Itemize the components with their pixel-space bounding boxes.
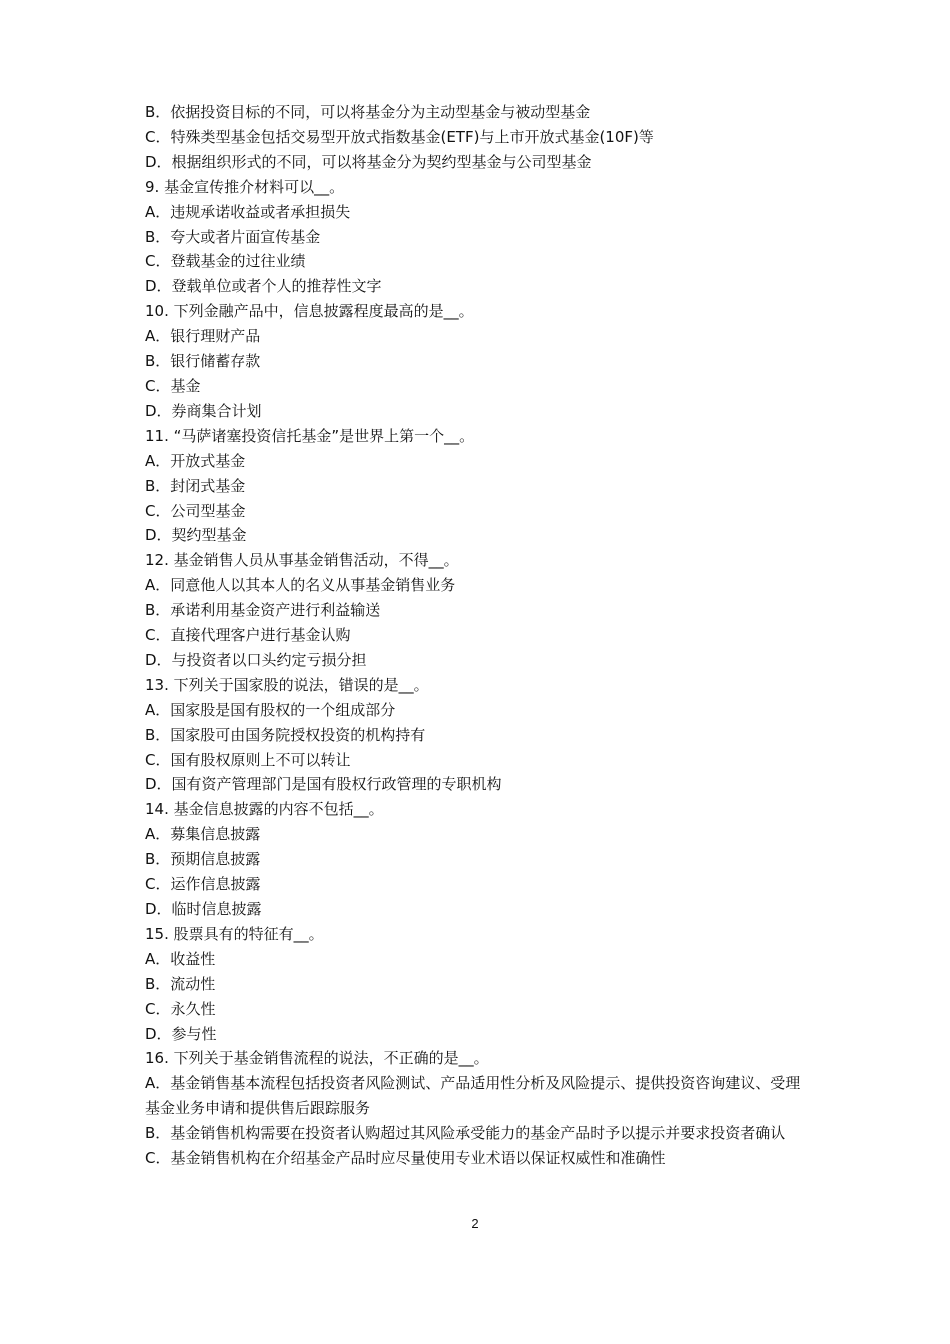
option-text: B．夸大或者片面宣传基金 bbox=[145, 227, 321, 246]
question-text: 16. 下列关于基金销售流程的说法，不正确的是__。 bbox=[145, 1049, 489, 1068]
option-text: B．国家股可由国务院授权投资的机构持有 bbox=[145, 725, 426, 744]
option-text: B．依据投资目标的不同，可以将基金分为主动型基金与被动型基金 bbox=[145, 103, 591, 121]
option-text: B．流动性 bbox=[145, 974, 216, 993]
option-text: C．登载基金的过往业绩 bbox=[145, 252, 306, 271]
option-text: A．基金销售基本流程包括投资者风险测试、产品适用性分析及风险提示、提供投资咨询建议、受理基金业务申请和提供售后跟踪服务 bbox=[145, 1074, 801, 1118]
option-text: C．特殊类型基金包括交易型开放式指数基金(ETF)与上市开放式基金(10F)等 bbox=[145, 127, 654, 146]
question-text: 11. “马萨诸塞投资信托基金”是世界上第一个__。 bbox=[145, 426, 475, 445]
option-text: C．运作信息披露 bbox=[145, 875, 261, 894]
document-body bbox=[145, 100, 815, 1171]
option-text: D．登载单位或者个人的推荐性文字 bbox=[145, 277, 382, 296]
question-text: 14. 基金信息披露的内容不包括__。 bbox=[145, 800, 384, 819]
option-text: C．永久性 bbox=[145, 999, 216, 1018]
question-text: 12. 基金销售人员从事基金销售活动，不得__。 bbox=[145, 551, 459, 570]
question-text: 10. 下列金融产品中，信息披露程度最高的是__。 bbox=[145, 302, 474, 321]
option-text: A．国家股是国有股权的一个组成部分 bbox=[145, 700, 396, 719]
option-text: D．与投资者以口头约定亏损分担 bbox=[145, 650, 367, 669]
option-text: D．参与性 bbox=[145, 1024, 217, 1043]
page-number: 2 bbox=[471, 1216, 479, 1231]
option-text: A．开放式基金 bbox=[145, 451, 246, 470]
option-text: A．募集信息披露 bbox=[145, 825, 261, 844]
question-text: 9. 基金宣传推介材料可以__。 bbox=[145, 177, 345, 196]
question-text: 13. 下列关于国家股的说法，错误的是__。 bbox=[145, 675, 429, 694]
option-text: B．预期信息披露 bbox=[145, 850, 261, 869]
option-text: D．临时信息披露 bbox=[145, 900, 262, 918]
option-text: A．同意他人以其本人的名义从事基金销售业务 bbox=[145, 576, 456, 595]
option-text: A．违规承诺收益或者承担损失 bbox=[145, 202, 351, 221]
option-text: A．收益性 bbox=[145, 949, 216, 968]
option-text: B．基金销售机构需要在投资者认购超过其风险承受能力的基金产品时予以提示并要求投资者确认 bbox=[145, 1124, 786, 1143]
option-text: C．国有股权原则上不可以转让 bbox=[145, 750, 351, 769]
option-text: D．根据组织形式的不同，可以将基金分为契约型基金与公司型基金 bbox=[145, 152, 592, 171]
option-text: D．券商集合计划 bbox=[145, 401, 262, 420]
option-text: B．银行储蓄存款 bbox=[145, 352, 261, 371]
option-text: C．直接代理客户进行基金认购 bbox=[145, 626, 351, 645]
option-text: C．公司型基金 bbox=[145, 501, 246, 520]
question-text: 15. 股票具有的特征有__。 bbox=[145, 924, 324, 943]
option-text: A．银行理财产品 bbox=[145, 327, 261, 346]
option-text: B．承诺利用基金资产进行利益输送 bbox=[145, 601, 381, 620]
option-text: B．封闭式基金 bbox=[145, 476, 246, 495]
option-text: C．基金销售机构在介绍基金产品时应尽量使用专业术语以保证权威性和准确性 bbox=[145, 1149, 666, 1168]
option-text: D．国有资产管理部门是国有股权行政管理的专职机构 bbox=[145, 775, 502, 794]
option-text: D．契约型基金 bbox=[145, 526, 247, 545]
option-text: C．基金 bbox=[145, 376, 201, 395]
